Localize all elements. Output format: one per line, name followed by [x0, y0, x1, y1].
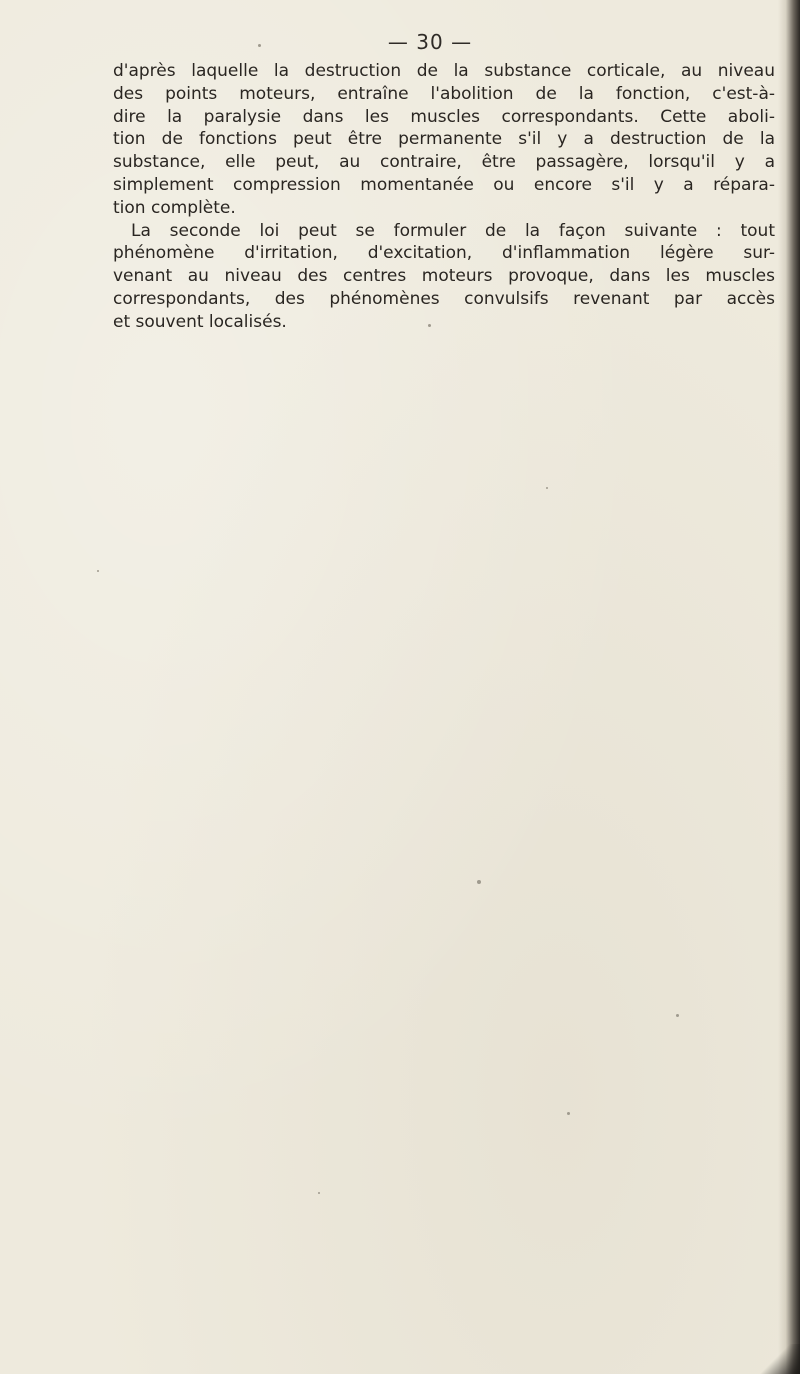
text-line: et souvent localisés. — [113, 311, 287, 332]
paper-speck — [546, 487, 548, 489]
page-corner-shadow — [740, 1344, 800, 1374]
paper-speck — [97, 570, 99, 572]
page-number: — 30 — — [387, 30, 473, 54]
paper-speck — [477, 880, 481, 884]
page-edge-shadow — [778, 0, 800, 1374]
text-line: simplement compression momentanée ou encore s'il y a répara- — [113, 174, 775, 195]
text-line: phénomène d'irritation, d'excitation, d'inflammation légère sur- — [113, 243, 775, 264]
body-paragraphs — [113, 60, 775, 334]
text-line: substance, elle peut, au contraire, être passagère, lorsqu'il y a — [113, 152, 775, 173]
text-line: dire la paralysie dans les muscles correspondants. Cette aboli- — [113, 106, 775, 127]
text-line: tion complète. — [113, 197, 236, 218]
text-line: correspondants, des phénomènes convulsifs revenant par accès — [113, 288, 775, 309]
text-line: tion de fonctions peut être permanente s'il y a destruction de la — [113, 129, 775, 150]
paper-speck — [318, 1192, 320, 1194]
paper-speck — [676, 1014, 679, 1017]
paper-speck — [567, 1112, 570, 1115]
text-line: d'après laquelle la destruction de la substance corticale, au niveau — [113, 61, 775, 81]
text-line: des points moteurs, entraîne l'abolition de la fonction, c'est-à- — [113, 83, 775, 104]
text-line: La seconde loi peut se formuler de la façon suivante : tout — [131, 220, 775, 241]
text-line: venant au niveau des centres moteurs provoque, dans les muscles — [113, 266, 775, 287]
